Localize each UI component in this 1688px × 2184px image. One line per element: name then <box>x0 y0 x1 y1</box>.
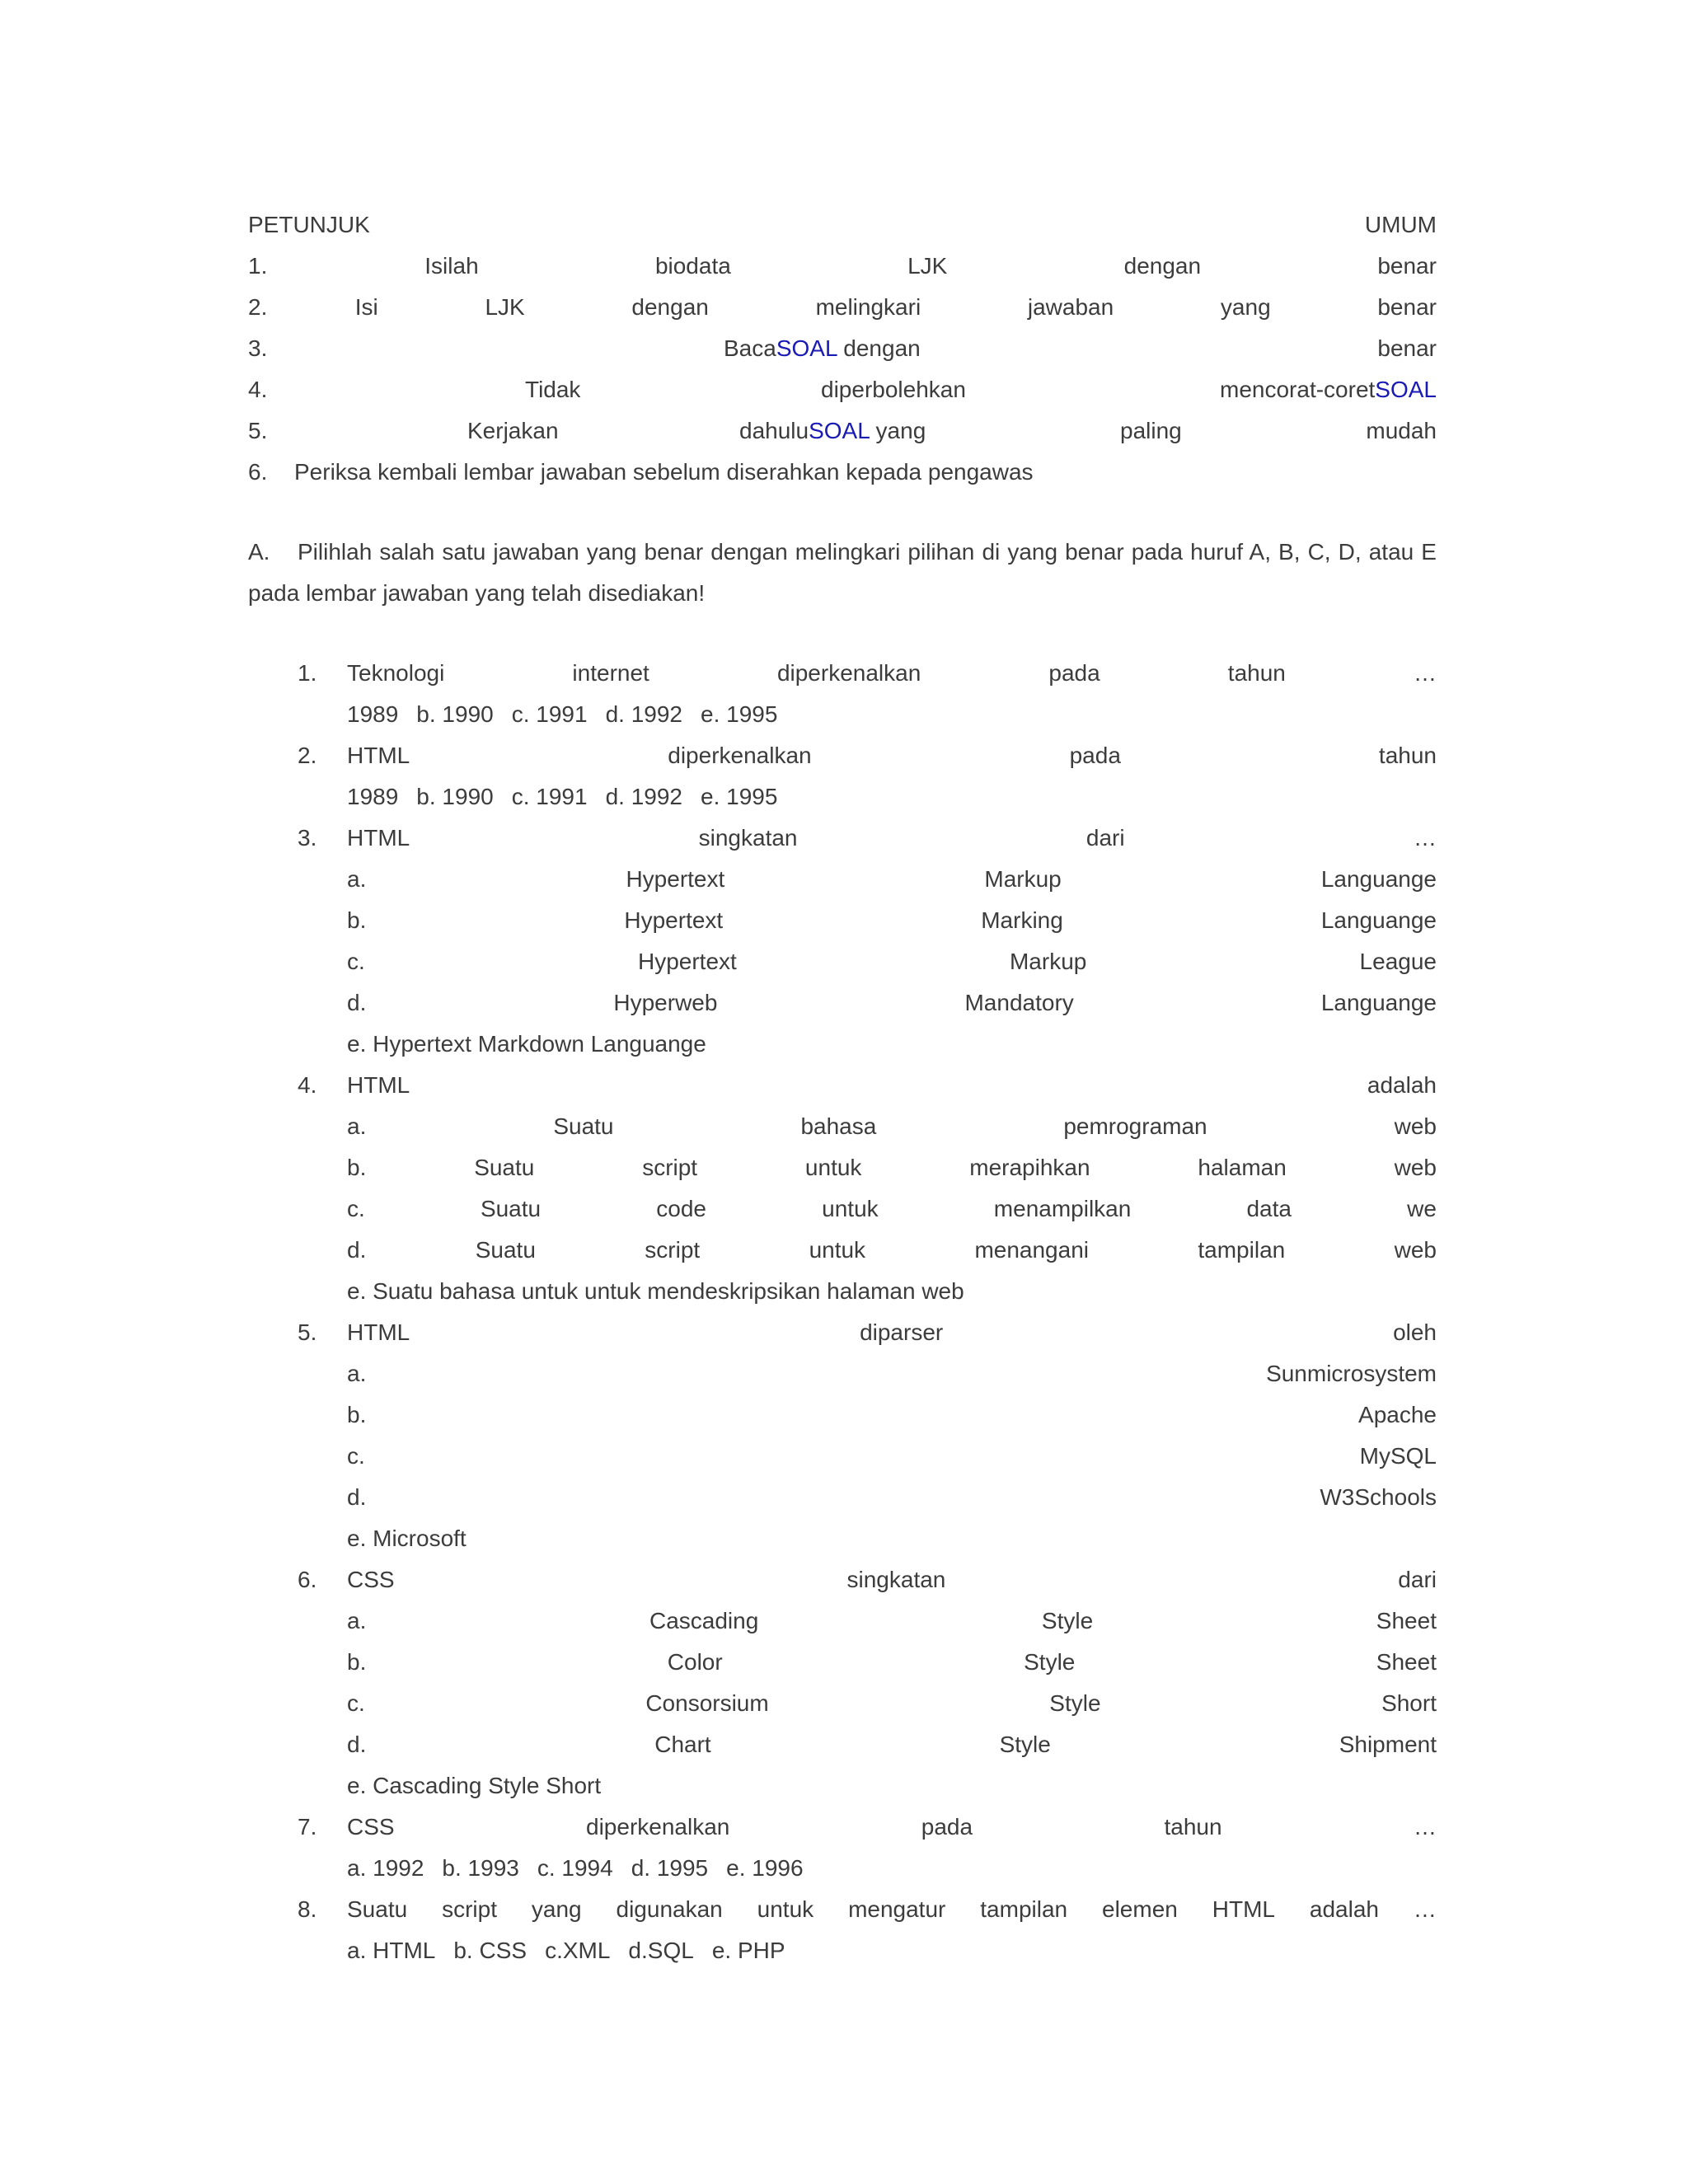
question-number: 4. <box>298 1072 317 1098</box>
answer-option[interactable]: d. W3Schools <box>347 1484 1437 1510</box>
item-word: Isilah <box>424 253 479 279</box>
question <box>248 1312 1437 1559</box>
item-word: Kerjakan <box>467 418 559 443</box>
question <box>248 1889 1437 1971</box>
item-word: benar <box>1377 335 1437 361</box>
petunjuk-right: UMUM <box>1364 212 1437 237</box>
answer-option[interactable]: d.SQL <box>628 1938 694 1963</box>
answer-option[interactable]: c. 1991 <box>511 701 588 727</box>
answer-option[interactable]: 1989 <box>347 701 399 727</box>
answer-option[interactable]: c. 1994 <box>537 1855 613 1881</box>
answer-option[interactable]: a. Sunmicrosystem <box>347 1361 1437 1386</box>
item-text: Periksa kembali lembar jawaban sebelum diserahkan kepada pengawas <box>294 459 1034 485</box>
answer-option[interactable]: 1989 <box>347 784 399 809</box>
item-phrase: BacaSOAL dengan <box>724 335 921 361</box>
soal-link[interactable]: SOAL <box>809 418 870 443</box>
item-phrase: dahuluSOAL yang <box>739 418 926 443</box>
answer-option[interactable]: c. 1991 <box>511 784 588 809</box>
section-a-label: A. <box>248 539 270 565</box>
section-a-text: Pilihlah salah satu jawaban yang benar dengan melingkari pilihan di yang benar pada huruf A, B, C, D, atau E pada lembar jawaban yang telah disediakan! <box>248 539 1437 606</box>
question <box>248 1807 1437 1889</box>
item-word: mudah <box>1366 418 1437 443</box>
answer-option[interactable]: a. Suatu bahasa pemrograman web <box>347 1113 1437 1139</box>
question-text: HTML adalah <box>347 1072 1437 1098</box>
question <box>248 818 1437 1065</box>
question-text: CSS diperkenalkan pada tahun … <box>347 1814 1437 1840</box>
answer-options <box>347 694 1437 735</box>
question-number: 8. <box>298 1896 317 1922</box>
answer-option[interactable]: c. Suatu code untuk menampilkan data we <box>347 1196 1437 1221</box>
item-word: LJK <box>907 253 948 279</box>
question <box>248 1065 1437 1312</box>
petunjuk-item <box>248 410 1437 452</box>
petunjuk-item <box>248 287 1437 328</box>
answer-option[interactable]: a. Hypertext Markup Languange <box>347 866 1437 892</box>
question-text: Suatu script yang digunakan untuk mengatur tampilan elemen HTML adalah … <box>347 1896 1437 1922</box>
answer-option[interactable]: c. Consorsium Style Short <box>347 1690 1437 1716</box>
answer-option[interactable]: e. 1995 <box>701 701 778 727</box>
item-word: dengan <box>1123 253 1202 279</box>
answer-option[interactable]: e. 1995 <box>701 784 778 809</box>
question-text: CSS singkatan dari <box>347 1567 1437 1592</box>
answer-option[interactable]: c. MySQL <box>347 1443 1437 1469</box>
item-word: dengan <box>631 294 709 320</box>
answer-option[interactable]: d. 1995 <box>631 1855 709 1881</box>
item-word: jawaban <box>1027 294 1114 320</box>
petunjuk-left: PETUNJUK <box>248 212 370 237</box>
answer-option[interactable]: a. 1992 <box>347 1855 424 1881</box>
answer-options <box>347 776 1437 818</box>
answer-option[interactable]: b. Color Style Sheet <box>347 1649 1437 1675</box>
answer-option[interactable]: e. Microsoft <box>347 1526 467 1551</box>
answer-options <box>347 1930 1437 1971</box>
answer-option[interactable]: b. 1993 <box>442 1855 519 1881</box>
question-text: HTML singkatan dari … <box>347 825 1437 851</box>
question-number: 1. <box>298 660 317 686</box>
answer-option[interactable]: b. Apache <box>347 1402 1437 1427</box>
question-text: HTML diparser oleh <box>347 1319 1437 1345</box>
answer-option[interactable]: b. Hypertext Marking Languange <box>347 907 1437 933</box>
answer-option[interactable]: e. Suatu bahasa untuk untuk mendeskripsikan halaman web <box>347 1278 964 1304</box>
answer-option[interactable]: c.XML <box>545 1938 611 1963</box>
answer-option[interactable]: e. Cascading Style Short <box>347 1773 602 1798</box>
item-number: 3. <box>248 335 268 361</box>
item-word: yang <box>1220 294 1271 320</box>
section-a-instruction <box>248 532 1437 614</box>
item-number: 2. <box>248 294 268 320</box>
answer-option[interactable]: b. Suatu script untuk merapihkan halaman web <box>347 1155 1437 1180</box>
answer-option[interactable]: b. 1990 <box>416 701 494 727</box>
item-word: benar <box>1377 294 1437 320</box>
question-text: Teknologi internet diperkenalkan pada tahun … <box>347 660 1437 686</box>
petunjuk-heading <box>248 204 1437 246</box>
question-text: HTML diperkenalkan pada tahun <box>347 743 1437 768</box>
petunjuk-item <box>248 369 1437 410</box>
document-content <box>248 204 1437 1971</box>
answer-option[interactable]: e. 1996 <box>726 1855 804 1881</box>
answer-option[interactable]: d. 1992 <box>605 701 682 727</box>
answer-option[interactable]: d. 1992 <box>605 784 682 809</box>
item-word: Isi <box>354 294 378 320</box>
question-number: 2. <box>298 743 317 768</box>
item-word: Tidak <box>525 377 581 402</box>
answer-option[interactable]: a. HTML <box>347 1938 436 1963</box>
question <box>248 653 1437 735</box>
answer-option[interactable]: b. 1990 <box>416 784 494 809</box>
soal-link[interactable]: SOAL <box>776 335 837 361</box>
question <box>248 735 1437 818</box>
answer-option[interactable]: d. Suatu script untuk menangani tampilan web <box>347 1237 1437 1263</box>
item-word: benar <box>1377 253 1437 279</box>
item-number: 4. <box>248 377 268 402</box>
answer-option[interactable]: b. CSS <box>453 1938 528 1963</box>
item-number: 6. <box>248 459 268 485</box>
soal-link[interactable]: SOAL <box>1375 377 1437 402</box>
answer-option[interactable]: e. PHP <box>711 1938 785 1963</box>
item-phrase: mencorat-coretSOAL <box>1220 377 1437 402</box>
answer-option[interactable]: d. Hyperweb Mandatory Languange <box>347 990 1437 1015</box>
answer-option[interactable]: e. Hypertext Markdown Languange <box>347 1031 706 1057</box>
petunjuk-item <box>248 246 1437 287</box>
item-word: melingkari <box>815 294 921 320</box>
item-word: biodata <box>654 253 731 279</box>
petunjuk-item <box>248 452 1437 493</box>
answer-options <box>347 1848 1437 1889</box>
question-number: 3. <box>298 825 317 851</box>
petunjuk-item <box>248 328 1437 369</box>
answer-option[interactable]: c. Hypertext Markup League <box>347 949 1437 974</box>
item-number: 5. <box>248 418 268 443</box>
item-number: 1. <box>248 253 268 279</box>
item-word: paling <box>1120 418 1182 443</box>
item-word: diperbolehkan <box>821 377 966 402</box>
question <box>248 1559 1437 1807</box>
question-number: 5. <box>298 1319 317 1345</box>
answer-option[interactable]: d. Chart Style Shipment <box>347 1732 1437 1757</box>
item-word: LJK <box>485 294 525 320</box>
answer-option[interactable]: a. Cascading Style Sheet <box>347 1608 1437 1633</box>
question-number: 7. <box>298 1814 317 1840</box>
question-number: 6. <box>298 1567 317 1592</box>
